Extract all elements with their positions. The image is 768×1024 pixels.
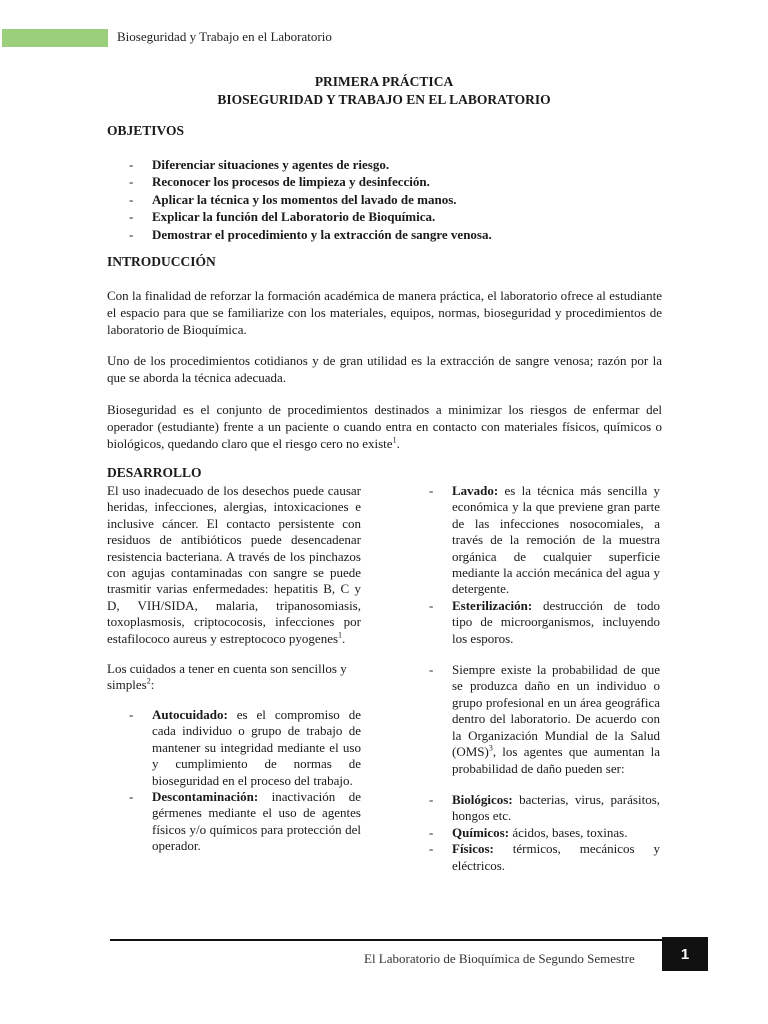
running-footer: El Laboratorio de Bioquímica de Segundo Semestre: [364, 951, 635, 966]
list-item: - Descontaminación: inactivación de gérmenes mediante el uso de agentes físicos y/o químicos para protección del operador.: [129, 789, 361, 855]
desarrollo-paragraph-2: Los cuidados a tener en cuenta son sencillos y simples$^2$:: [107, 661, 347, 693]
page-number: 1: [662, 937, 708, 971]
agents-list: [429, 792, 660, 874]
list-item: - Aplicar la técnica y los momentos del lavado de manos.: [107, 191, 492, 208]
footnote-ref: 2: [146, 677, 151, 687]
list-item: - Explicar la función del Laboratorio de Bioquímica.: [107, 208, 492, 225]
list-item: - Químicos: ácidos, bases, toxinas.: [429, 825, 660, 841]
footnote-ref: 1: [392, 435, 397, 445]
running-header: Bioseguridad y Trabajo en el Laboratorio: [117, 29, 332, 44]
footnote-ref: 3: [488, 743, 493, 753]
objetivos-heading: OBJETIVOS: [107, 123, 185, 138]
list-item: - Esterilización: destrucción de todo tipo de microorganismos, incluyendo los esporos.: [429, 598, 660, 647]
right-column: [429, 483, 660, 874]
footnote-ref: 1: [338, 630, 343, 640]
desarrollo-paragraph-1: El uso inadecuado de los desechos puede causar heridas, infecciones, alergias, intoxicaciones e inclusive cáncer. El contacto persistente con residuos de antibióticos puede desencadenar resistencia bacteriana. A través de los pinchazos con agujas contaminadas con sangre se puede trasmitir varias enfermedades: hepatitis B, C y D, VIH/SIDA, malaria, tripanosomiasis, toxoplasmosis, criptococosis, infecciones por estafilococo aureus y estreptococo pyogenes$^1$.: [107, 483, 361, 646]
left-column: [107, 483, 361, 855]
introduccion-heading: INTRODUCCIÓN: [107, 254, 216, 269]
list-item: - Demostrar el procedimiento y la extracción de sangre venosa.: [107, 226, 492, 243]
list-item: - Diferenciar situaciones y agentes de riesgo.: [107, 156, 492, 173]
practice-title: PRIMERA PRÁCTICA: [314, 74, 454, 89]
care-list: [129, 707, 361, 855]
intro-paragraph-3: Bioseguridad es el conjunto de procedimientos destinados a minimizar los riesgos de enfermar del operador (estudiante) frente a un paciente o cuando entra en contacto con materiales físicos, químicos o biológicos, quedando claro que el riesgo cero no existe$^1$.: [107, 402, 662, 451]
list-item: - Biológicos: bacterias, virus, parásitos, hongos etc.: [429, 792, 660, 825]
objetivos-list: [107, 156, 492, 243]
intro-paragraph-2: Uno de los procedimientos cotidianos y de gran utilidad es la extracción de sangre venosa; razón por la que se aborda la técnica adecuada.: [107, 353, 662, 385]
desarrollo-heading: DESARROLLO: [107, 465, 202, 480]
header-accent-bar: [2, 29, 108, 47]
footer-rule: [110, 939, 662, 941]
list-item: - Físicos: térmicos, mecánicos y eléctricos.: [429, 841, 660, 874]
list-item: - Siempre existe la probabilidad de que se produzca daño en un individuo o grupo profesional en un área geográfica dentro del laboratorio. De acuerdo con la Organización Mundial de la Salud (OMS)$^3$, los agentes que aumentan la probabilidad de daño pueden ser:: [429, 662, 660, 777]
list-item: - Reconocer los procesos de limpieza y desinfección.: [107, 173, 492, 190]
practice-subtitle: BIOSEGURIDAD Y TRABAJO EN EL LABORATORIO: [217, 92, 551, 107]
cleaning-list: [429, 483, 660, 647]
list-item: - Lavado: es la técnica más sencilla y económica y la que previene gran parte de las infecciones nosocomiales, a través de la remoción de la muestra orgánica de cualquier superficie mediante la acción mecánica del agua y detergente.: [429, 483, 660, 598]
risk-note-list: [429, 662, 660, 777]
intro-paragraph-1: Con la finalidad de reforzar la formación académica de manera práctica, el laboratorio ofrece al estudiante el espacio para que se familiarize con los materiales, equipos, normas, bioseguridad y procedimientos de laboratorio de Bioquímica.: [107, 288, 662, 337]
list-item: - Autocuidado: es el compromiso de cada individuo o grupo de trabajo de mantener su integridad mediante el uso y cumplimiento de normas de bioseguridad en el proceso del trabajo.: [129, 707, 361, 789]
